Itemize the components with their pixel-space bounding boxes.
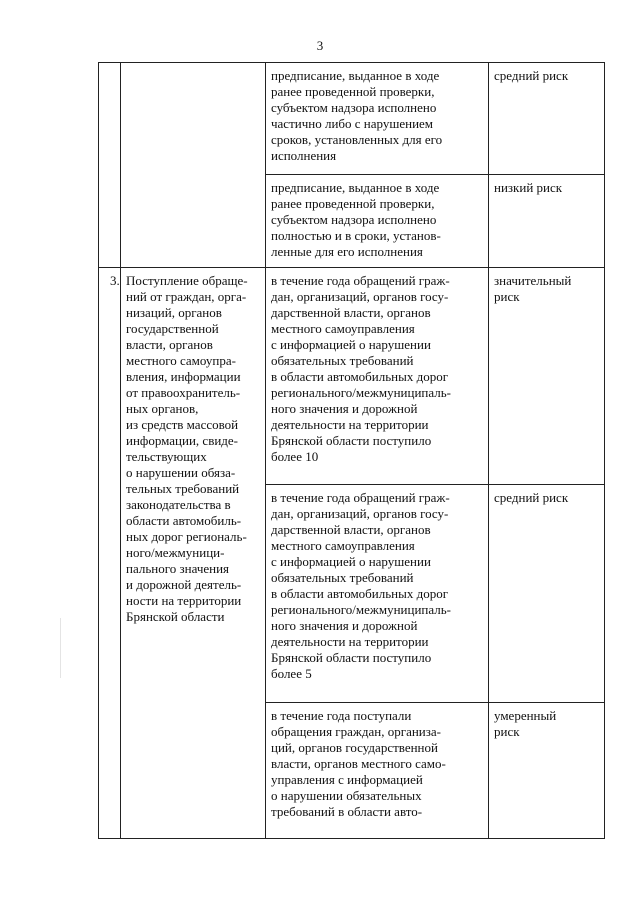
source-cell — [121, 268, 266, 839]
number-cell-empty — [99, 63, 121, 268]
table-row — [99, 268, 605, 485]
criterion-text: предписание, выданное в ходе ранее проведенной проверки, субъектом надзора исполнено полностью и в сроки, установ- ленные для его исполнения — [271, 180, 441, 259]
source-cell-empty — [121, 63, 266, 268]
risk-cell — [489, 268, 605, 485]
scan-artifact — [60, 618, 61, 678]
risk-cell — [489, 703, 605, 839]
risk-cell — [489, 485, 605, 703]
risk-cell — [489, 63, 605, 175]
criterion-cell — [266, 175, 489, 268]
criterion-text: в течение года поступали обращения граждан, организа- ций, органов государственной власти, органов местного само- управления с информацией о нарушении обязательных требований в области авто- — [271, 708, 446, 819]
criterion-text: в течение года обращений граж- дан, организаций, органов госу- дарственной власти, органов местного самоуправления с информацией о нарушении обязательных требований в области автомобильных дорог регионального/межмуниципаль- ного значения и дорожной деятельности на территории Брянской области поступило более 5 — [271, 490, 452, 681]
risk-level-text: средний риск — [494, 68, 569, 83]
criterion-cell — [266, 63, 489, 175]
risk-level-text: низкий риск — [494, 180, 563, 195]
number-cell — [99, 268, 121, 839]
risk-level-text: значительный риск — [494, 273, 572, 304]
criterion-text: предписание, выданное в ходе ранее проведенной проверки, субъектом надзора исполнено частично либо с нарушением сроков, установленных для его исполнения — [271, 68, 443, 163]
item-number: 3. — [110, 273, 120, 288]
criterion-cell — [266, 485, 489, 703]
table-row — [99, 63, 605, 175]
criterion-cell — [266, 703, 489, 839]
source-text: Поступление обраще- ний от граждан, орга- низаций, органов государственной власти, органов местного самоупра- вления, информации от правоохранитель- ных органов, из средств массовой информации, свиде- тельствующих о нарушении обяза- тельных требований законодательства в области автомобиль- ных дорог региональ- ного/межмуници- пального значения и дорожной деятель- ности на территории Брянской области — [126, 273, 248, 624]
risk-level-text: средний риск — [494, 490, 569, 505]
risk-cell — [489, 175, 605, 268]
risk-criteria-table — [98, 62, 605, 839]
criterion-cell — [266, 268, 489, 485]
risk-level-text: умеренный риск — [494, 708, 557, 739]
criterion-text: в течение года обращений граж- дан, организаций, органов госу- дарственной власти, органов местного самоуправления с информацией о нарушении обязательных требований в области автомобильных дорог регионального/межмуниципаль- ного значения и дорожной деятельности на территории Брянской области поступило более 10 — [271, 273, 452, 464]
page-number: 3 — [316, 38, 324, 53]
